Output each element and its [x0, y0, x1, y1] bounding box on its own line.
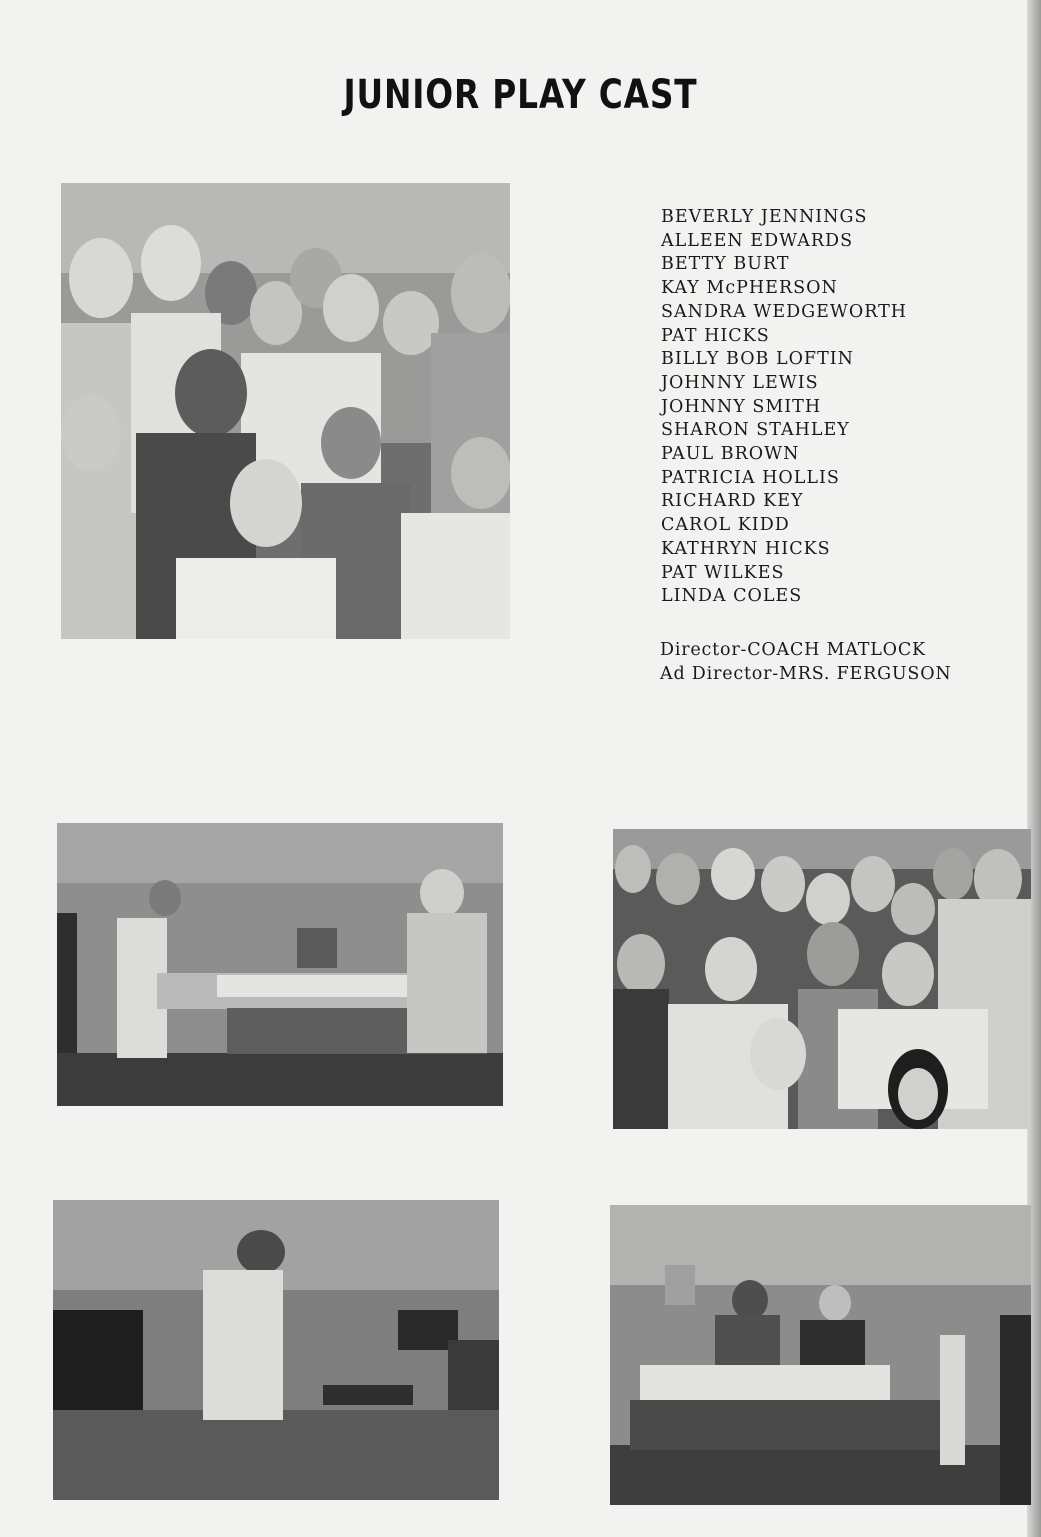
cast-member: ALLEEN EDWARDS — [661, 230, 854, 251]
cast-member: KATHRYN HICKS — [661, 538, 831, 559]
stage-scene-photo — [57, 823, 503, 1106]
cast-member: JOHNNY LEWIS — [661, 372, 819, 393]
cast-member: SHARON STAHLEY — [661, 420, 850, 441]
cast-member: BILLY BOB LOFTIN — [661, 349, 854, 370]
cast-member: PAUL BROWN — [661, 444, 800, 465]
cast-list — [661, 206, 1031, 609]
cast-member: BEVERLY JENNINGS — [661, 207, 868, 227]
cast-group-photo — [61, 183, 510, 639]
page-title: JUNIOR PLAY CAST — [343, 72, 698, 118]
cast-member: PAT HICKS — [661, 325, 770, 346]
cast-member: SANDRA WEDGEWORTH — [661, 301, 908, 322]
cast-member: LINDA COLES — [661, 586, 803, 607]
cast-member: RICHARD KEY — [661, 491, 804, 512]
cast-member: PATRICIA HOLLIS — [661, 467, 840, 488]
cast-member: CAROL KIDD — [661, 515, 790, 536]
costume-group-photo — [613, 829, 1031, 1129]
ad-director-credit: Ad Director-MRS. FERGUSON — [660, 664, 952, 684]
cast-member: BETTY BURT — [661, 254, 790, 275]
director-credit: Director-COACH MATLOCK — [660, 640, 926, 660]
cast-member: JOHNNY SMITH — [661, 396, 822, 417]
stage-solo-photo — [53, 1200, 499, 1500]
stage-bed-scene-photo — [610, 1205, 1031, 1505]
credits — [660, 638, 1030, 686]
cast-member: KAY McPHERSON — [661, 278, 838, 299]
cast-member: PAT WILKES — [661, 562, 785, 583]
